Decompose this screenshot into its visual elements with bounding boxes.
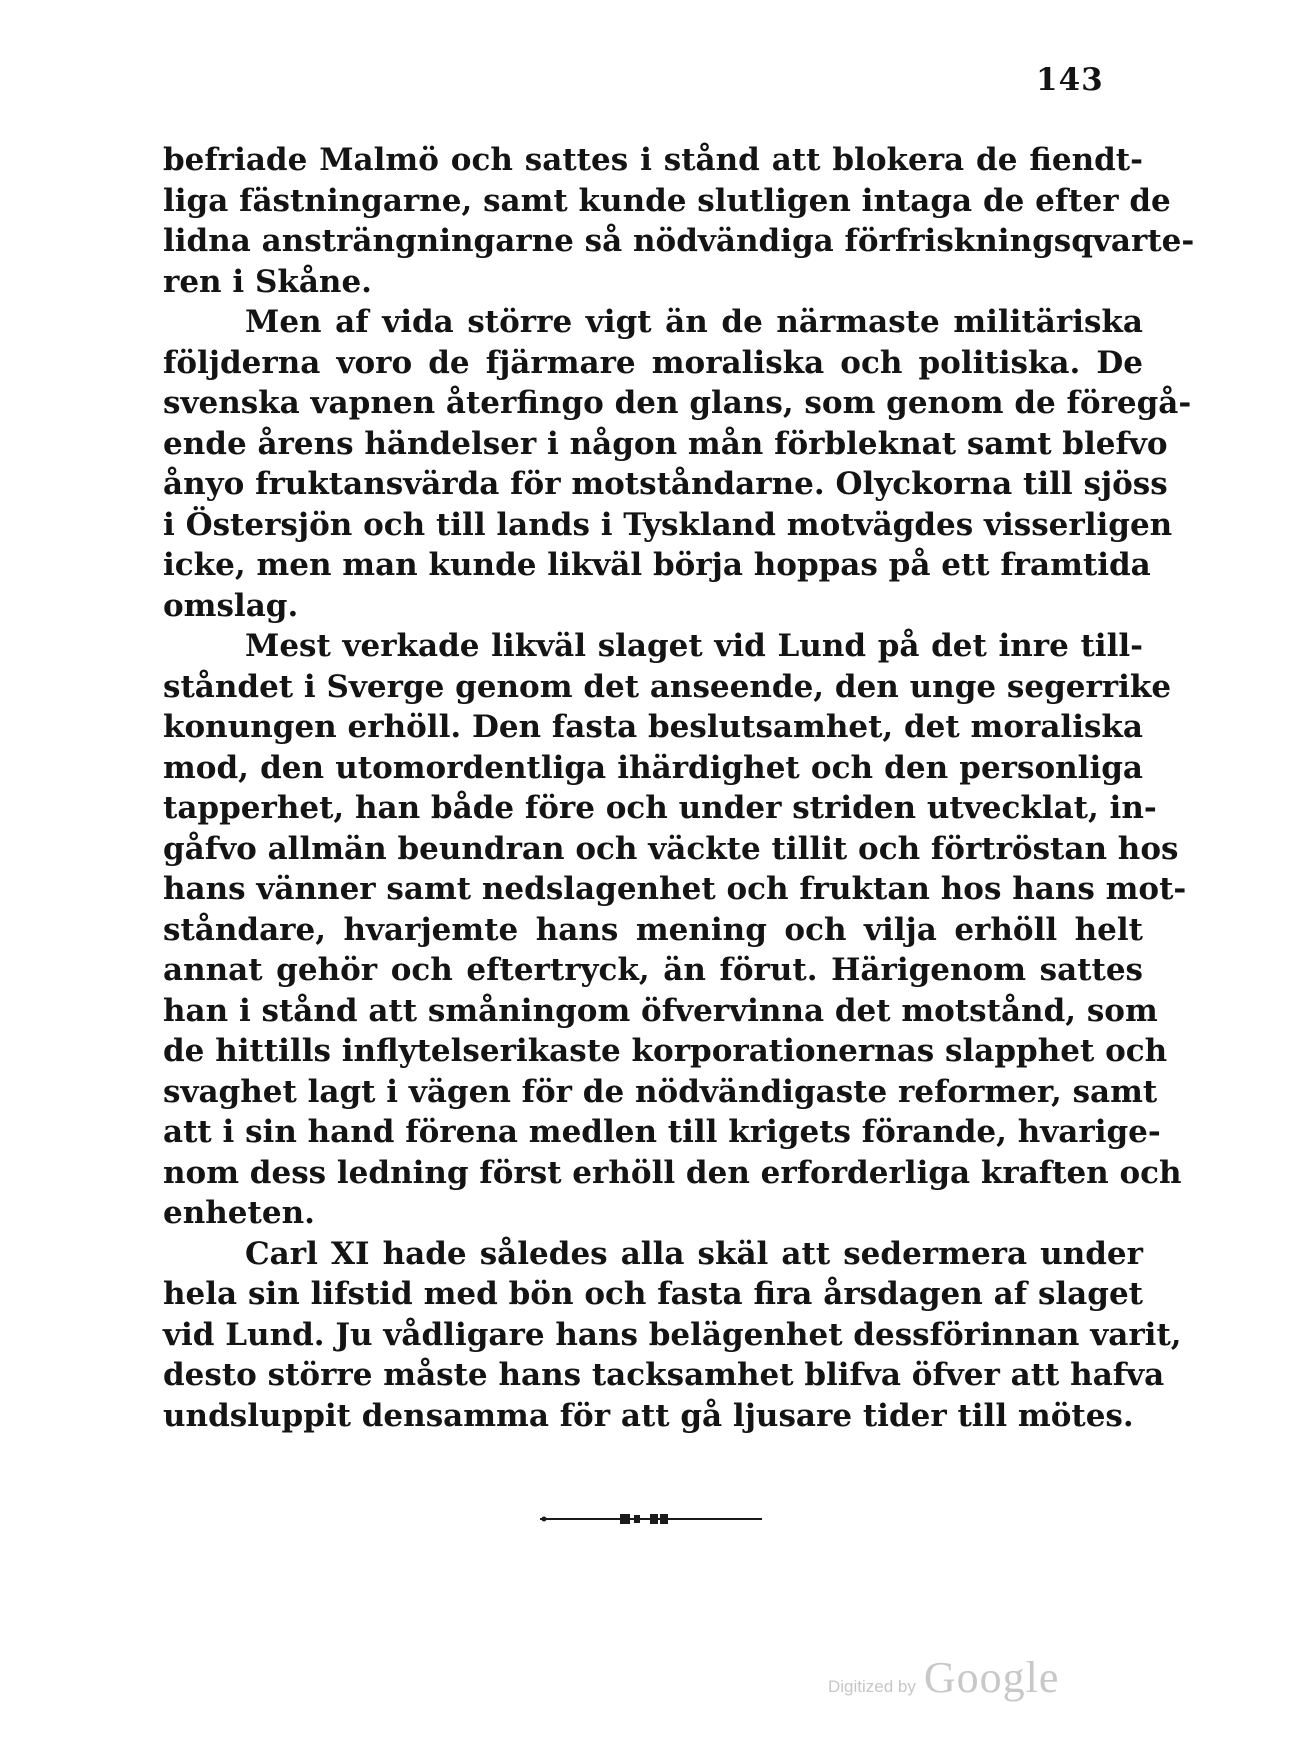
- text-line: Carl XI hade således alla skäl att sedermera under: [245, 1235, 1143, 1272]
- text-line: omslag.: [163, 587, 299, 624]
- ornamental-divider: [540, 1512, 762, 1526]
- text-line: ende årens händelser i någon mån förbleknat samt blefvo: [163, 425, 1168, 462]
- text-line: svenska vapnen återfingo den glans, som genom de föregå-: [163, 385, 1192, 421]
- text-line: ståndare, hvarjemte hans mening och vilja erhöll helt: [163, 911, 1143, 948]
- google-logo: Google: [923, 1653, 1060, 1702]
- text-line: vid Lund. Ju vådligare hans belägenhet dessförinnan varit,: [163, 1316, 1182, 1353]
- page-number: 143: [1036, 62, 1104, 98]
- watermark-prefix: Digitized by: [828, 1677, 916, 1696]
- text-line: Men af vida större vigt än de närmaste militäriska: [245, 304, 1143, 340]
- text-line: i Östersjön och till lands i Tyskland motvägdes visserligen: [163, 506, 1173, 543]
- text-line: befriade Malmö och sattes i stånd att blokera de fiendt-: [163, 142, 1143, 178]
- text-line: desto större måste hans tacksamhet blifva öfver att hafva: [163, 1357, 1165, 1393]
- text-line: lidna ansträngningarne så nödvändiga förfriskningsqvarte-: [163, 223, 1195, 259]
- text-line: följderna voro de fjärmare moraliska och politiska. De: [163, 344, 1143, 381]
- text-line: tapperhet, han både före och under striden utvecklat, in-: [163, 790, 1157, 826]
- text-line: svaghet lagt i vägen för de nödvändigaste reformer, samt: [163, 1073, 1158, 1110]
- text-line: hans vänner samt nedslagenhet och fruktan hos hans mot-: [163, 871, 1187, 907]
- text-line: gåfvo allmän beundran och väckte tillit och förtröstan hos: [163, 830, 1179, 867]
- text-line: annat gehör och eftertryck, än förut. Härigenom sattes: [163, 952, 1143, 988]
- text-line: undsluppit densamma för att gå ljusare tider till mötes.: [163, 1397, 1134, 1434]
- text-line: ånyo fruktansvärda för motståndarne. Olyckorna till sjöss: [163, 466, 1168, 502]
- text-line: att i sin hand förena medlen till krigets förande, hvarige-: [163, 1114, 1161, 1150]
- text-line: de hittills inflytelserikaste korporationernas slapphet och: [163, 1033, 1168, 1069]
- text-line: ståndet i Sverge genom det anseende, den unge segerrike: [163, 668, 1172, 705]
- text-line: Mest verkade likväl slaget vid Lund på det inre till-: [245, 628, 1143, 664]
- text-line: icke, men man kunde likväl börja hoppas på ett framtida: [163, 547, 1151, 583]
- text-line: mod, den utomordentliga ihärdighet och den personliga: [163, 749, 1143, 786]
- google-watermark: [828, 1652, 1059, 1703]
- text-line: liga fästningarne, samt kunde slutligen intaga de efter de: [163, 182, 1171, 219]
- text-line: hela sin lifstid med bön och fasta fira årsdagen af slaget: [163, 1276, 1143, 1312]
- text-line: konungen erhöll. Den fasta beslutsamhet, det moraliska: [163, 709, 1143, 745]
- body-text: [163, 140, 1195, 1436]
- text-line: enheten.: [163, 1195, 315, 1231]
- text-line: ren i Skåne.: [163, 263, 372, 300]
- text-line: nom dess ledning först erhöll den erforderliga kraften och: [163, 1154, 1182, 1191]
- text-line: han i stånd att småningom öfvervinna det motstånd, som: [163, 992, 1158, 1029]
